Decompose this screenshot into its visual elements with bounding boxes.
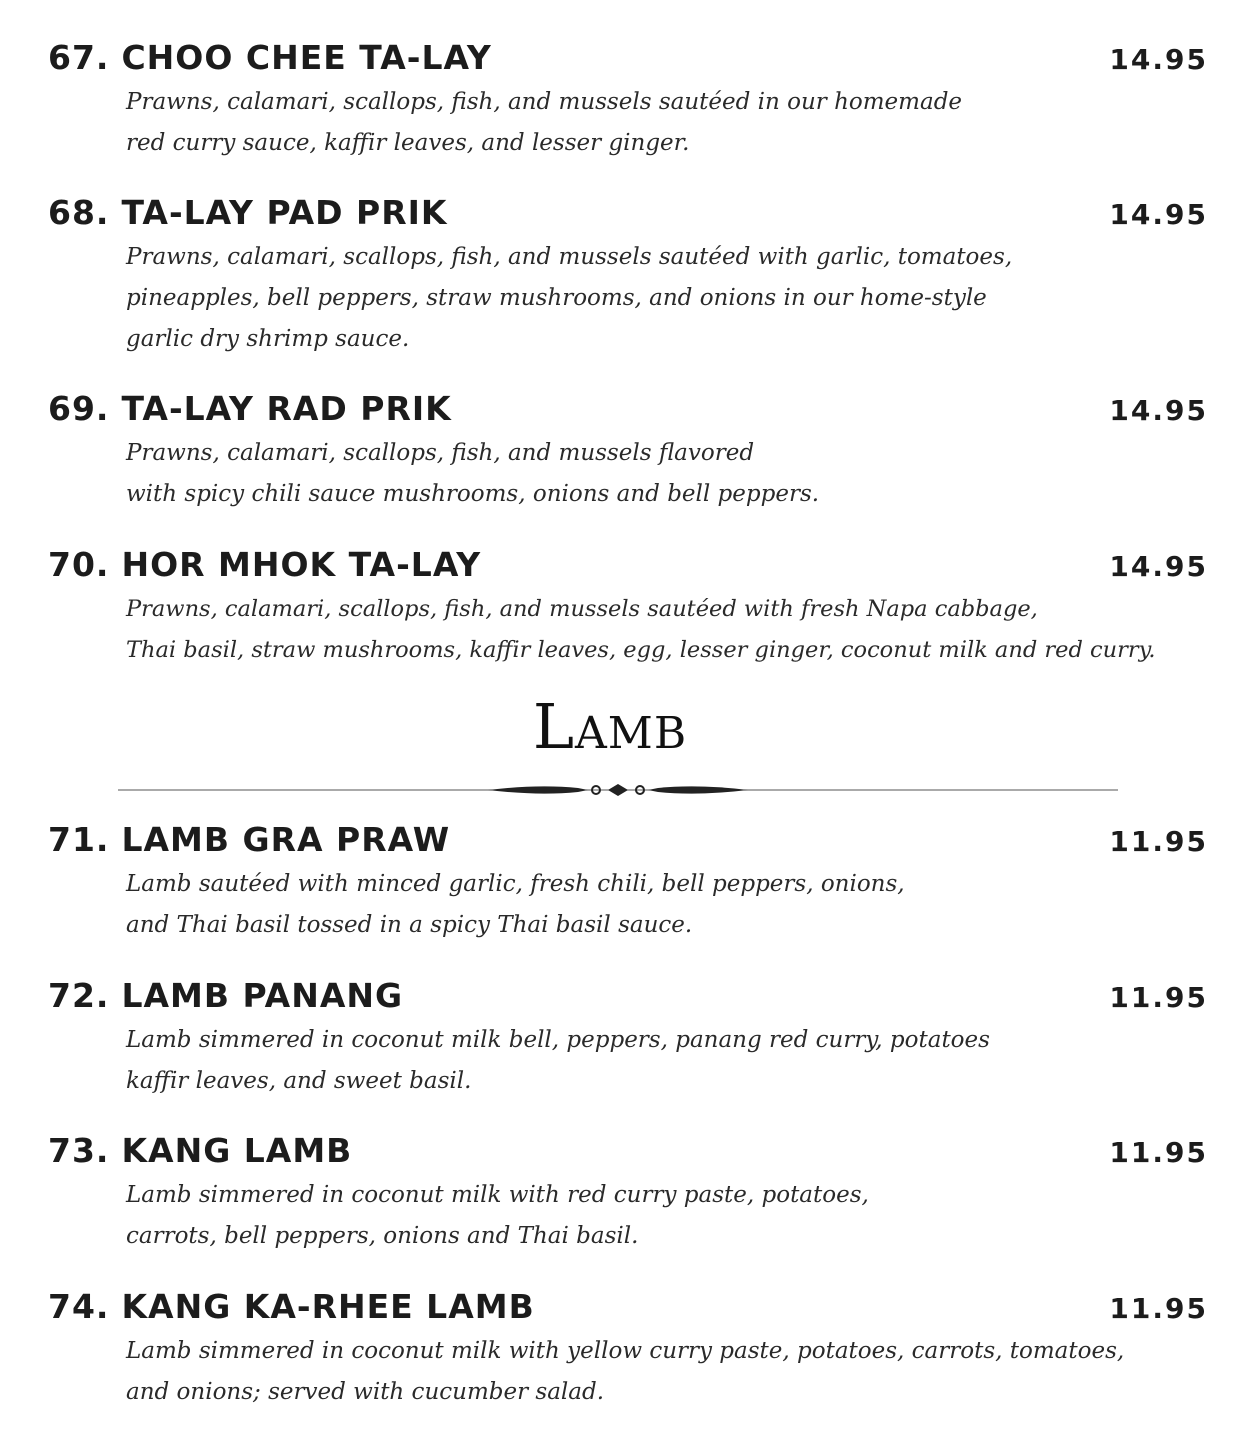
- section-title-lamb: [0, 690, 1220, 763]
- menu-item-71: [48, 820, 1208, 946]
- menu-item-price: 11.95: [1109, 1292, 1208, 1325]
- menu-item-67: [48, 38, 1208, 164]
- menu-item-name: LAMB PANANG: [121, 976, 404, 1015]
- menu-item-price: 14.95: [1109, 550, 1208, 583]
- menu-item-name: CHOO CHEE TA-LAY: [121, 38, 492, 77]
- menu-item-number: 73.: [48, 1131, 110, 1170]
- menu-item-name: HOR MHOK TA-LAY: [121, 545, 482, 584]
- menu-item-name: KANG LAMB: [121, 1131, 353, 1170]
- menu-item-price: 14.95: [1109, 394, 1208, 427]
- menu-item-description: Prawns, calamari, scallops, fish, and mussels sautéed with garlic, tomatoes, pineapples, bell peppers, straw mushrooms, and onions in our home-style garlic dry shrimp sauce.: [126, 244, 1013, 352]
- menu-item-title: [48, 820, 450, 859]
- menu-item-number: 67.: [48, 38, 110, 77]
- menu-item-72: [48, 976, 1208, 1102]
- menu-item-description: Prawns, calamari, scallops, fish, and mussels sautéed with fresh Napa cabbage, Thai basil, straw mushrooms, kaffir leaves, egg, lesser ginger, coconut milk and red curry.: [126, 596, 1156, 663]
- menu-item-description: Lamb sautéed with minced garlic, fresh chili, bell peppers, onions, and Thai basil tossed in a spicy Thai basil sauce.: [126, 871, 905, 938]
- menu-item-70: [48, 545, 1208, 671]
- menu-item-title: [48, 1287, 535, 1326]
- menu-item-header: [48, 976, 1208, 1020]
- menu-item-description: Lamb simmered in coconut milk with yellow curry paste, potatoes, carrots, tomatoes, and onions; served with cucumber salad.: [126, 1338, 1125, 1405]
- menu-item-number: 68.: [48, 193, 110, 232]
- menu-item-header: [48, 193, 1208, 237]
- menu-item-69: [48, 389, 1208, 515]
- menu-item-title: [48, 38, 492, 77]
- menu-item-73: [48, 1131, 1208, 1257]
- menu-item-title: [48, 545, 481, 584]
- menu-item-price: 11.95: [1109, 1136, 1208, 1169]
- section-title-rest: AMB: [575, 708, 688, 759]
- menu-item-name: TA-LAY RAD PRIK: [121, 389, 452, 428]
- menu-item-68: [48, 193, 1208, 360]
- menu-item-description: Prawns, calamari, scallops, fish, and mussels flavored with spicy chili sauce mushrooms, onions and bell peppers.: [126, 440, 820, 507]
- menu-item-description: Prawns, calamari, scallops, fish, and mussels sautéed in our homemade red curry sauce, kaffir leaves, and lesser ginger.: [126, 89, 963, 156]
- menu-item-number: 70.: [48, 545, 110, 584]
- menu-item-header: [48, 1287, 1208, 1331]
- menu-item-header: [48, 389, 1208, 433]
- menu-item-header: [48, 38, 1208, 82]
- ornamental-divider: [118, 778, 1118, 802]
- menu-item-74: [48, 1287, 1208, 1413]
- menu-item-header: [48, 820, 1208, 864]
- menu-item-price: 14.95: [1109, 198, 1208, 231]
- menu-item-header: [48, 1131, 1208, 1175]
- menu-item-number: 69.: [48, 389, 110, 428]
- menu-item-description: Lamb simmered in coconut milk bell, peppers, panang red curry, potatoes kaffir leaves, and sweet basil.: [126, 1027, 990, 1094]
- menu-item-title: [48, 1131, 352, 1170]
- menu-item-title: [48, 976, 403, 1015]
- menu-item-title: [48, 193, 447, 232]
- menu-item-title: [48, 389, 452, 428]
- menu-item-price: 14.95: [1109, 43, 1208, 76]
- menu-item-header: [48, 545, 1208, 589]
- menu-item-number: 72.: [48, 976, 110, 1015]
- section-title-initial: L: [532, 690, 575, 763]
- menu-item-description: Lamb simmered in coconut milk with red curry paste, potatoes, carrots, bell peppers, onions and Thai basil.: [126, 1182, 869, 1249]
- menu-item-name: TA-LAY PAD PRIK: [121, 193, 448, 232]
- menu-item-number: 71.: [48, 820, 110, 859]
- menu-item-name: KANG KA-RHEE LAMB: [121, 1287, 535, 1326]
- menu-item-number: 74.: [48, 1287, 110, 1326]
- menu-item-price: 11.95: [1109, 981, 1208, 1014]
- menu-item-price: 11.95: [1109, 825, 1208, 858]
- menu-item-name: LAMB GRA PRAW: [121, 820, 451, 859]
